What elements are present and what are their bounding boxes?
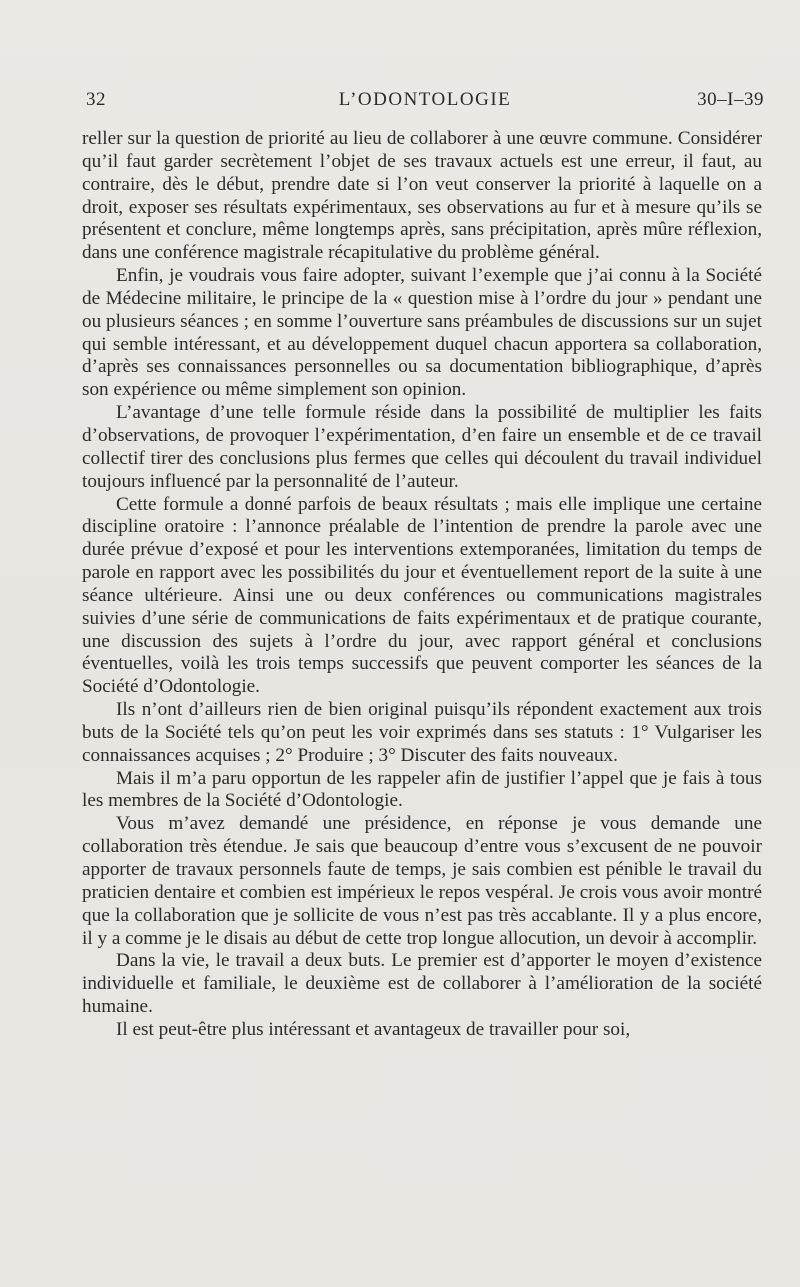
page-number: 32	[86, 89, 106, 110]
paragraph-4: Cette formule a donné parfois de beaux résultats ; mais elle implique une certaine discipline oratoire : l’annonce préalable de l’intention de prendre la parole avec une durée prévue d’exposé et pour les interventions extemporanées, limitation du temps de parole en rapport avec les possibilités du jour et éventuellement report de la suite à une séance ultérieure. Ainsi une ou deux conférences ou communications magistrales suivies d’une série de communications de faits expérimentaux et de pratique courante, une discussion des sujets à l’ordre du jour, avec rapport général et conclusions éventuelles, voilà les trois temps successifs que peuvent comporter les séances de la Société d’Odontologie.	[82, 493, 762, 698]
paragraph-2: Enfin, je voudrais vous faire adopter, suivant l’exemple que j’ai connu à la Société de Médecine militaire, le principe de la « question mise à l’ordre du jour » pendant une ou plusieurs séances ; en somme l’ouverture sans préambules de discussions sur un sujet qui semble intéressant, et au développement duquel chacun apportera sa collaboration, d’après ses connaissances personnelles ou sa documentation bibliographique, d’après son expérience ou même simplement son opinion.	[82, 265, 762, 401]
journal-title: L’ODONTOLOGIE	[338, 89, 512, 110]
issue-date: 30–I–39	[697, 89, 764, 110]
paragraph-3: L’avantage d’une telle formule réside dans la possibilité de multiplier les faits d’observations, de provoquer l’expérimentation, d’en faire un ensemble et de ce travail collectif tirer des conclusions plus fermes que celles qui découlent du travail individuel toujours influencé par la personnalité de l’auteur.	[82, 402, 762, 492]
paragraph-9: Il est peut-être plus intéressant et avantageux de travailler pour soi,	[116, 1018, 631, 1040]
paragraph-5: Ils n’ont d’ailleurs rien de bien original puisqu’ils répondent exactement aux trois buts de la Société tels qu’on peut les voir exprimés dans ses statuts : 1° Vulgariser les connaissances acquises ; 2° Produire ; 3° Discuter des faits nouveaux.	[82, 699, 762, 766]
paragraph-6: Mais il m’a paru opportun de les rappeler afin de justifier l’appel que je fais à tous les membres de la Société d’Odontologie.	[82, 767, 762, 812]
paragraph-7: Vous m’avez demandé une présidence, en réponse je vous demande une collaboration très étendue. Je sais que beaucoup d’entre vous s’excusent de ne pouvoir apporter de travaux personnels faute de temps, je sais combien est pénible le travail du praticien dentaire et combien est impérieux le repos vespéral. Je crois vous avoir montré que la collaboration que je sollicite de vous n’est pas très accablante. Il y a plus encore, il y a comme je le disais au début de cette trop longue allocution, un devoir à accomplir.	[82, 813, 762, 949]
paragraph-1: reller sur la question de priorité au lieu de collaborer à une œuvre commune. Considérer qu’il faut garder secrètement l’objet de ses travaux actuels est une erreur, il faut, au contraire, dès le début, prendre date si l’on veut conserver la priorité à laquelle on a droit, exposer ses résultats expérimentaux, ses observations au fur et à mesure qu’ils se présentent et conclure, même longtemps après, sans précipitation, après mûre réflexion, dans une conférence magistrale récapitulative du problème général.	[82, 128, 762, 264]
body-text	[82, 128, 762, 1042]
paragraph-8: Dans la vie, le travail a deux buts. Le premier est d’apporter le moyen d’existence individuelle et familiale, le deuxième est de collaborer à l’amélioration de la société humaine.	[82, 950, 762, 1018]
running-header	[86, 89, 764, 113]
